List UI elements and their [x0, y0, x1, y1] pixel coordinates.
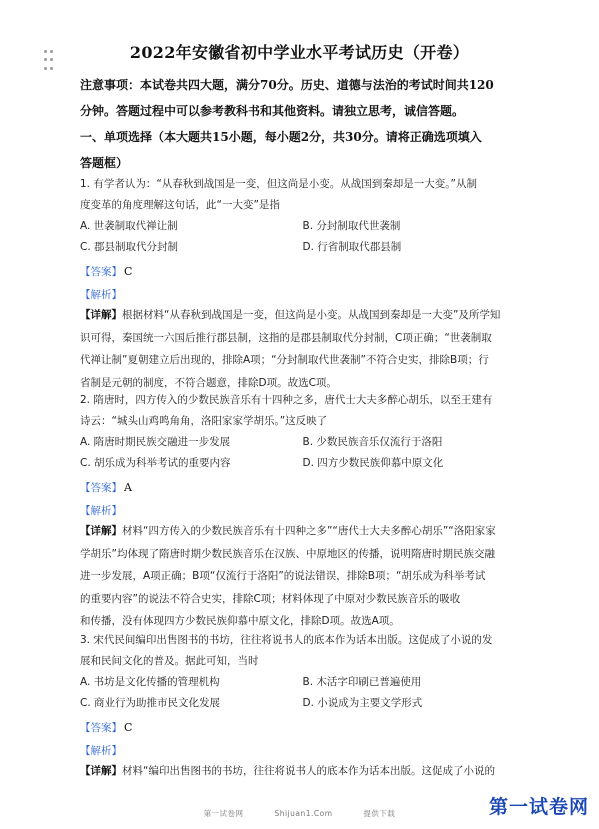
detail-tag: 【详解】 — [80, 525, 122, 537]
detail-text: 识可得，秦国统一六国后推行郡县制，这指的是郡县制取代分封制，C项正确；“世袭制取 — [80, 331, 492, 344]
detail-text: 材料“编印出售图书的书坊，往往将说书人的底本作为话本出版。这促成了小说的 — [122, 765, 495, 777]
question-1 — [80, 174, 525, 394]
answer-tag: 【答案】 — [80, 722, 122, 734]
option-c: C. 郡县制取代分封制 — [80, 241, 179, 253]
detail-text: 省制是元朝的制度，不符合题意，排除D项。故选C项。 — [80, 376, 337, 389]
answer-value: C — [124, 265, 133, 278]
option-b: B. 木活字印刷已普遍使用 — [302, 676, 422, 688]
analysis-line — [80, 281, 525, 304]
option-d: D. 小说成为主要文学形式 — [302, 697, 423, 709]
detail-paragraph — [80, 304, 525, 394]
question-stem: 3. 宋代民间编印出售图书的书坊，往往将说书人的底本作为话本出版。这促成了小说的发 — [80, 634, 493, 646]
page-title: 2022年安徽省初中学业水平考试历史（开卷） — [129, 43, 470, 62]
option-d: D. 四方少数民族仰慕中原文化 — [302, 457, 444, 469]
options-row — [80, 693, 525, 714]
section-heading: 答题框） — [80, 156, 129, 170]
answer-value: A — [124, 481, 132, 494]
notice-line: 注意事项：本试卷共四大题，满分70分。历史、道德与法治的考试时间共120 — [80, 78, 494, 92]
detail-text: 代禅让制”夏朝建立后出现的，排除A项；“分封制取代世袭制”不符合史实，排除B项；行 — [80, 354, 489, 366]
options-row — [80, 453, 525, 474]
option-c: C. 胡乐成为科举考试的重要内容 — [80, 457, 231, 469]
detail-text: 材料“四方传入的少数民族音乐有十四种之多”“唐代士大夫多醉心胡乐”“洛阳家家 — [122, 525, 496, 537]
question-stem: 1. 有学者认为：“从春秋到战国是一变，但这尚是小变。从战国到秦却是一大变。”从制 — [80, 178, 477, 190]
footer-site-url: Shijuan1.Com — [274, 809, 333, 818]
watermark-logo: 第一试卷网 — [488, 796, 589, 818]
detail-text: 和传播，没有体现四方少数民族仰慕中原文化，排除D项。故选A项。 — [80, 615, 400, 627]
options-row — [80, 216, 525, 237]
detail-tag: 【详解】 — [80, 765, 122, 777]
analysis-tag: 【解析】 — [80, 745, 122, 757]
option-b: B. 少数民族音乐仅流行于洛阳 — [302, 436, 443, 448]
answer-line — [80, 258, 525, 281]
footer-download-text: 提供下载 — [363, 809, 396, 818]
question-2 — [80, 390, 525, 633]
detail-paragraph — [80, 520, 525, 633]
answer-line — [80, 474, 525, 497]
question-stem: 2. 隋唐时，四方传入的少数民族音乐有十四种之多，唐代士大夫多醉心胡乐，以至王建有 — [80, 394, 493, 406]
analysis-tag: 【解析】 — [80, 505, 122, 517]
notice-line: 分钟。答题过程中可以参考教科书和其他资料。请独立思考，诚信答题。 — [80, 104, 465, 118]
detail-text: 的重要内容”的说法不符合史实，排除C项；材料体现了中原对少数民族音乐的吸收 — [80, 592, 461, 605]
question-stem: 展和民间文化的普及。据此可知，当时 — [80, 655, 259, 667]
analysis-line — [80, 497, 525, 520]
option-c: C. 商业行为助推市民文化发展 — [80, 697, 221, 709]
detail-text: 进一步发展，A项正确；B项“仅流行于洛阳”的说法错误，排除B项；“胡乐成为科举考试 — [80, 570, 486, 582]
question-3 — [80, 630, 525, 783]
notice-block — [80, 72, 525, 176]
footer-site-name: 第一试卷网 — [203, 809, 244, 818]
option-a: A. 世袭制取代禅让制 — [80, 220, 178, 232]
options-row — [80, 237, 525, 258]
detail-text: 学胡乐”均体现了隋唐时期少数民族音乐在汉族、中原地区的传播，说明隋唐时期民族交融 — [80, 547, 495, 560]
question-stem: 度变革的角度理解这句话，此“一大变”是指 — [80, 199, 280, 211]
options-row — [80, 672, 525, 693]
answer-value: C — [124, 721, 133, 734]
option-b: B. 分封制取代世袭制 — [302, 220, 401, 232]
analysis-tag: 【解析】 — [80, 289, 122, 301]
option-a: A. 隋唐时期民族交融进一步发展 — [80, 436, 231, 448]
detail-paragraph — [80, 760, 525, 783]
question-stem: 诗云：“城头山鸡鸣角角，洛阳家家学胡乐。”这反映了 — [80, 415, 328, 427]
option-a: A. 书坊是文化传播的管理机构 — [80, 676, 220, 688]
detail-tag: 【详解】 — [80, 309, 122, 321]
options-row — [80, 432, 525, 453]
answer-line — [80, 714, 525, 737]
analysis-line — [80, 737, 525, 760]
answer-tag: 【答案】 — [80, 482, 122, 494]
detail-text: 根据材料“从春秋到战国是一变，但这尚是小变。从战国到秦却是一大变”及所学知 — [122, 309, 501, 321]
section-heading: 一、单项选择（本大题共15小题，每小题2分，共30分。请将正确选项填入 — [80, 130, 482, 144]
option-d: D. 行省制取代郡县制 — [302, 241, 402, 253]
answer-tag: 【答案】 — [80, 266, 122, 278]
